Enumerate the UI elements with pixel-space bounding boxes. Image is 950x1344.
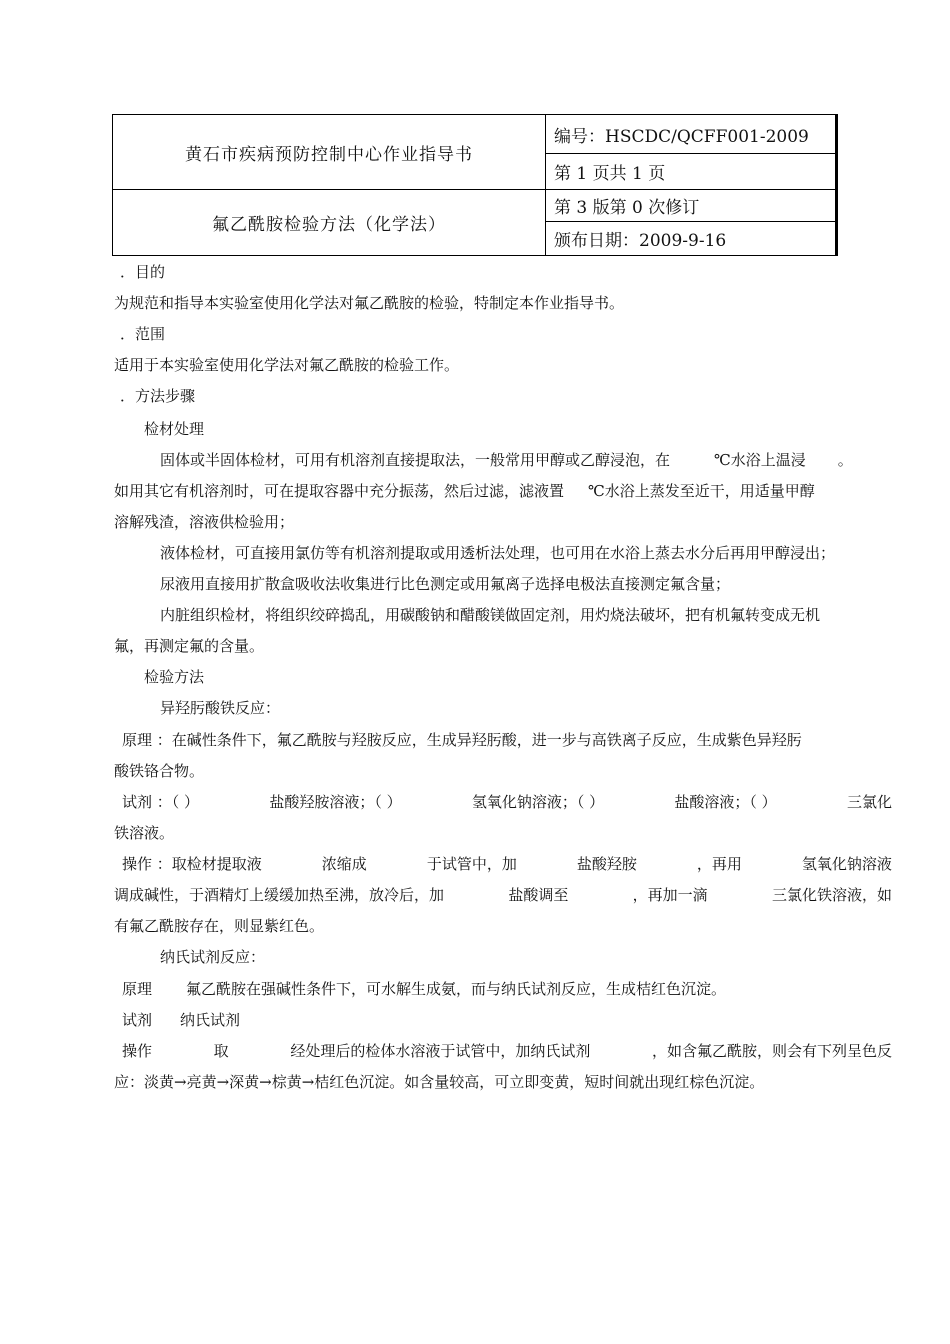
page-info: 第 1 页共 1 页	[554, 163, 666, 184]
text: 经处理后的检体水溶液于试管中，加纳氏试剂	[290, 1042, 591, 1060]
text: 固体或半固体检材，可用有机溶剂直接提取法，一般常用甲醇或乙醇浸泡，在	[160, 451, 671, 469]
issue-date: 颁布日期：2009-9-16	[554, 230, 727, 251]
sample-heading: 检材处理	[144, 420, 205, 438]
text: 氟乙酰胺在强碱性条件下，可水解生成氨，而与纳氏试剂反应，生成桔红色沉淀。	[186, 980, 727, 998]
text: 操作 ：取检材提取液	[122, 855, 262, 873]
op1-line-2	[114, 885, 892, 905]
text: 盐酸溶液；（ ）	[674, 793, 777, 811]
version-info: 第 3 版第 0 次修订	[554, 197, 700, 218]
text: ，再加一滴	[632, 886, 708, 904]
op2-line-1	[122, 1041, 892, 1061]
text: 盐酸羟胺	[576, 855, 637, 873]
solid-line-1	[160, 450, 853, 470]
text: 浓缩成	[321, 855, 367, 873]
organ-line-2: 氟，再测定氟的含量。	[114, 637, 265, 655]
text: 三氯化铁溶液，如	[771, 886, 892, 904]
text: 取	[213, 1042, 229, 1060]
method-heading: ．方法步骤	[120, 387, 196, 405]
scope-heading: ．范围	[120, 325, 166, 343]
text: 三氯化	[846, 793, 892, 811]
purpose-text: 为规范和指导本实验室使用化学法对氟乙酰胺的检验，特制定本作业指导书。	[114, 294, 625, 312]
purpose-heading: ．目的	[120, 263, 166, 281]
op1-line-3: 有氟乙酰胺存在，则显紫红色。	[114, 917, 325, 935]
text: ℃水浴上蒸发至近干，用适量甲醇	[588, 482, 815, 500]
org-title: 黄石市疾病预防控制中心作业指导书	[113, 115, 545, 190]
organ-line-1: 内脏组织检材，将组织绞碎捣乱，用碳酸钠和醋酸镁做固定剂，用灼烧法破坏，把有机氟转变成无机	[160, 606, 821, 624]
text: ，再用	[696, 855, 742, 873]
text: 原理	[122, 980, 153, 998]
op2-line-2: 应：淡黄→亮黄→深黄→棕黄→桔红色沉淀。如含量较高，可立即变黄，短时间就出现红棕色沉淀。	[114, 1073, 765, 1091]
doc-title: 氟乙酰胺检验方法（化学法）	[212, 214, 446, 235]
principle1-line-1: 原理 ：在碱性条件下，氟乙酰胺与羟胺反应，生成异羟肟酸，进一步与高铁离子反应，生成紫色异羟肟	[122, 731, 802, 749]
text: 氢氧化钠溶液；（ ）	[471, 793, 605, 811]
text: 盐酸羟胺溶液；（ ）	[269, 793, 402, 811]
text: 于试管中，加	[426, 855, 517, 873]
solid-line-3: 溶解残渣，溶液供检验用；	[114, 513, 295, 531]
principle1-line-2: 酸铁铬合物。	[114, 762, 205, 780]
text: 盐酸调至	[508, 886, 569, 904]
nessler-heading: 纳氏试剂反应：	[160, 948, 266, 966]
doc-code: 编号：HSCDC/QCFF001-2009	[554, 126, 809, 147]
text: 试剂 ：（ ）	[122, 793, 200, 811]
text: 。	[837, 451, 853, 469]
table-divider	[545, 115, 546, 255]
liquid-text: 液体检材，可直接用氯仿等有机溶剂提取或用透析法处理，也可用在水浴上蒸去水分后再用甲醇浸出；	[160, 544, 836, 562]
header-table	[112, 114, 838, 256]
reagent2-line	[122, 1010, 240, 1030]
principle2-line	[122, 979, 726, 999]
text: 调成碱性，于酒精灯上缓缓加热至沸，放冷后，加	[114, 886, 445, 904]
urine-text: 尿液用直接用扩散盒吸收法收集进行比色测定或用氟离子选择电极法直接测定氟含量；	[160, 575, 731, 593]
hydroxamic-heading: 异羟肟酸铁反应：	[160, 699, 281, 717]
text: 纳氏试剂	[180, 1011, 241, 1029]
text: 如用其它有机溶剂时，可在提取容器中充分振荡，然后过滤，滤液置	[114, 482, 565, 500]
text: 试剂	[122, 1011, 153, 1029]
text: 氢氧化钠溶液	[801, 855, 892, 873]
reagent1-line-1	[122, 792, 892, 812]
scope-text: 适用于本实验室使用化学法对氟乙酰胺的检验工作。	[114, 356, 460, 374]
text: ，如含氟乙酰胺，则会有下列呈色反	[651, 1042, 892, 1060]
text: ℃水浴上温浸	[714, 451, 806, 469]
test-heading: 检验方法	[144, 668, 205, 686]
solid-line-2	[114, 481, 815, 501]
text: 操作	[122, 1042, 153, 1060]
op1-line-1	[122, 854, 892, 874]
reagent1-line-2: 铁溶液。	[114, 824, 175, 842]
